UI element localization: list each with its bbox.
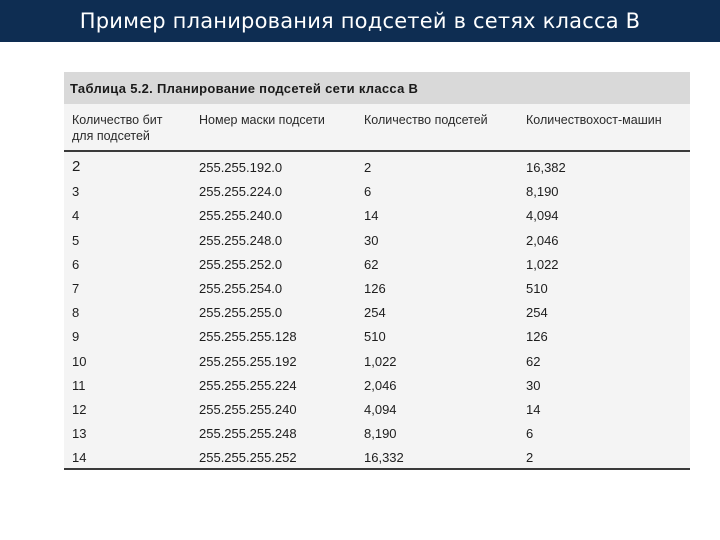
cell-bits: 2 <box>72 158 81 175</box>
table-row <box>64 277 690 301</box>
slide-title-bar <box>0 0 720 42</box>
cell-mask: 255.255.255.240 <box>199 402 297 417</box>
cell-hosts: 8,190 <box>526 184 559 200</box>
table-row <box>64 301 690 325</box>
table-row <box>64 374 690 398</box>
cell-subnets: 30 <box>364 232 379 248</box>
table-header-row <box>64 108 690 148</box>
cell-mask: 255.255.255.224 <box>199 377 297 393</box>
cell-bits: 3 <box>72 184 80 200</box>
cell-bits: 7 <box>72 281 80 296</box>
slide-title: Пример планирования подсетей в сетях класса B <box>79 9 641 33</box>
cell-hosts: 510 <box>526 281 548 296</box>
cell-hosts: 6 <box>526 426 534 442</box>
cell-mask: 255.255.255.248 <box>199 426 297 442</box>
cell-hosts: 2,046 <box>526 232 559 248</box>
header-bits: Количество бит для подсетей <box>72 113 163 143</box>
cell-hosts: 254 <box>526 305 548 321</box>
table-scan <box>64 72 690 470</box>
cell-subnets: 6 <box>364 184 372 200</box>
cell-bits: 13 <box>72 426 87 442</box>
cell-subnets: 14 <box>364 208 379 224</box>
cell-subnets: 510 <box>364 329 386 345</box>
cell-mask: 255.255.255.0 <box>199 305 283 321</box>
table-row <box>64 253 690 277</box>
table-row <box>64 156 690 180</box>
cell-mask: 255.255.240.0 <box>199 208 283 224</box>
cell-bits: 12 <box>72 402 87 417</box>
header-subnets: Количество подсетей <box>364 113 488 127</box>
table-row <box>64 229 690 253</box>
header-hosts: Количествохост-машин <box>526 113 662 127</box>
cell-subnets: 2,046 <box>364 377 397 393</box>
bottom-rule <box>64 468 690 470</box>
cell-subnets: 4,094 <box>364 402 397 417</box>
cell-mask: 255.255.224.0 <box>199 184 283 200</box>
cell-hosts: 4,094 <box>526 208 559 224</box>
table-row <box>64 422 690 446</box>
cell-subnets: 16,332 <box>364 450 404 466</box>
table-caption: Таблица 5.2. Планирование подсетей сети класса B <box>70 80 419 96</box>
cell-mask: 255.255.255.252 <box>199 450 297 466</box>
cell-bits: 11 <box>72 377 86 393</box>
cell-bits: 9 <box>72 329 80 345</box>
cell-hosts: 62 <box>526 353 541 369</box>
cell-subnets: 254 <box>364 305 386 321</box>
cell-hosts: 14 <box>526 402 541 417</box>
cell-mask: 255.255.192.0 <box>199 160 283 175</box>
cell-subnets: 126 <box>364 281 386 296</box>
table-row <box>64 180 690 204</box>
table-row <box>64 398 690 422</box>
cell-bits: 5 <box>72 232 80 248</box>
table-row <box>64 446 690 470</box>
cell-subnets: 1,022 <box>364 353 397 369</box>
cell-mask: 255.255.255.192 <box>199 353 297 369</box>
cell-bits: 14 <box>72 450 87 466</box>
cell-hosts: 2 <box>526 450 534 466</box>
cell-hosts: 126 <box>526 329 548 345</box>
header-mask: Номер маски подсети <box>199 113 325 127</box>
cell-mask: 255.255.254.0 <box>199 281 283 296</box>
cell-bits: 10 <box>72 353 87 369</box>
cell-mask: 255.255.248.0 <box>199 232 283 248</box>
header-rule <box>64 150 690 152</box>
table-row <box>64 325 690 349</box>
cell-hosts: 30 <box>526 377 541 393</box>
cell-mask: 255.255.252.0 <box>199 256 283 272</box>
cell-subnets: 8,190 <box>364 426 397 442</box>
cell-subnets: 62 <box>364 256 379 272</box>
cell-mask: 255.255.255.128 <box>199 329 297 345</box>
table-caption-band <box>64 72 690 104</box>
cell-bits: 4 <box>72 208 80 224</box>
cell-bits: 6 <box>72 256 80 272</box>
cell-hosts: 1,022 <box>526 256 559 272</box>
cell-bits: 8 <box>72 305 80 321</box>
table-row <box>64 204 690 228</box>
cell-hosts: 16,382 <box>526 160 566 175</box>
cell-subnets: 2 <box>364 160 372 175</box>
table-row <box>64 350 690 374</box>
